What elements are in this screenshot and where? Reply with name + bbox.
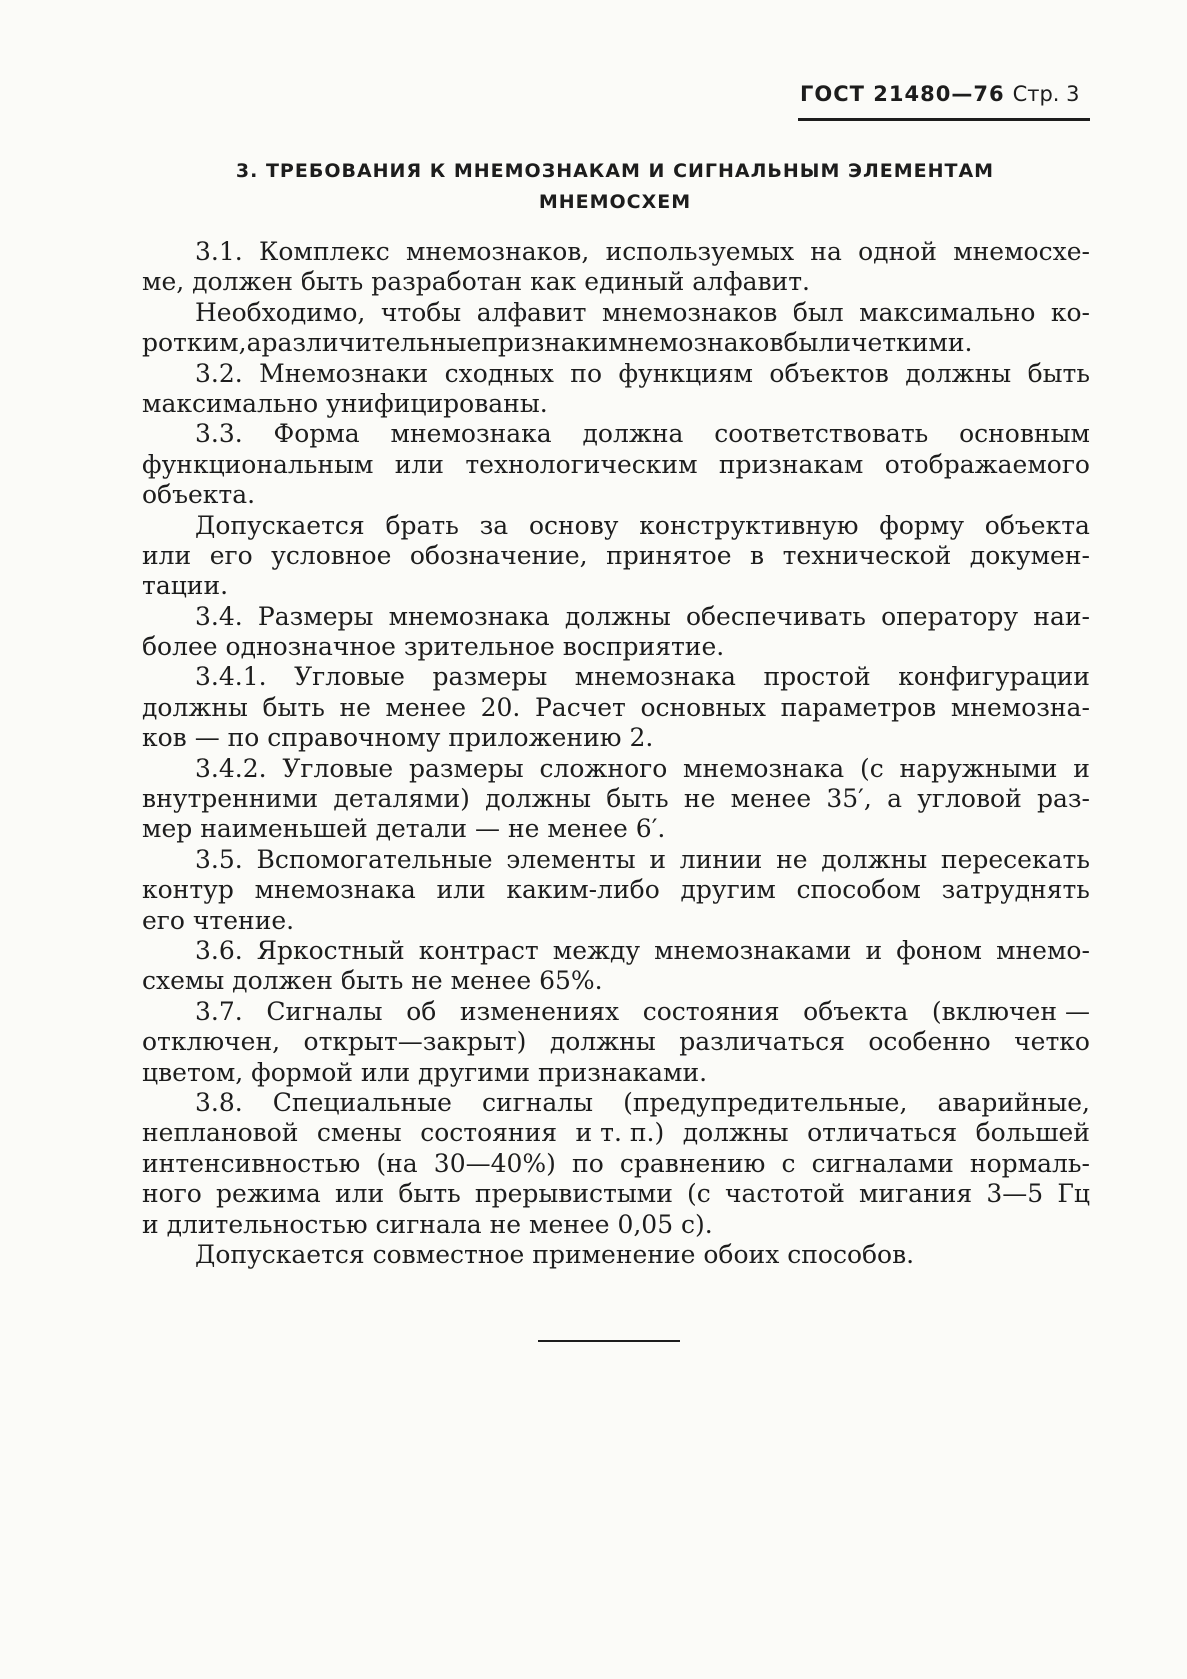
text-line xyxy=(142,419,1090,449)
text-line xyxy=(142,693,1090,723)
text-word: 3.1. xyxy=(195,237,243,266)
text-word: Угловые xyxy=(294,662,405,692)
text-line xyxy=(142,784,1090,814)
text-word: ного xyxy=(142,1179,202,1209)
text-word: фоном xyxy=(896,935,982,965)
text-word: (с xyxy=(859,753,884,783)
text-word: 35′, xyxy=(826,784,872,814)
text-word: Вспомогательные xyxy=(256,844,493,874)
text-word: мнемозна- xyxy=(950,692,1090,722)
text-word: функциональным xyxy=(142,449,374,479)
text-word: особенно xyxy=(868,1027,991,1057)
text-word: затруднять xyxy=(941,875,1090,905)
text-word: аварийные, xyxy=(937,1087,1090,1117)
text-word: 3.4.2. xyxy=(195,753,267,783)
text-line xyxy=(142,267,1090,297)
text-line xyxy=(142,480,1090,510)
text-line xyxy=(142,571,1090,601)
text-word: или xyxy=(335,1179,385,1209)
text-word: мнемознаков xyxy=(602,297,778,327)
text-word: сигналы xyxy=(481,1087,594,1117)
text-word: быть xyxy=(606,784,669,814)
text-word: ко- xyxy=(1050,297,1090,327)
text-word: Необходимо, xyxy=(195,297,366,327)
text-word: мнемознака xyxy=(390,419,552,449)
text-word: изменениях xyxy=(459,996,620,1026)
text-word: 3.7. xyxy=(195,996,243,1026)
text-word: объектов xyxy=(769,358,889,388)
text-word: не xyxy=(683,784,716,814)
text-line xyxy=(142,936,1090,966)
header-rule xyxy=(798,118,1090,121)
text-word: объекта xyxy=(984,510,1090,540)
text-word: Допускается xyxy=(195,510,365,540)
text-word: Гц xyxy=(1057,1179,1090,1209)
text-word: отключен, xyxy=(142,1027,281,1057)
text-word: менее xyxy=(385,692,467,722)
text-word: деталями) xyxy=(333,784,470,814)
text-word: 30—40%) xyxy=(433,1148,556,1178)
text-word: параметров xyxy=(780,692,937,722)
text-line xyxy=(142,814,1090,844)
text-line xyxy=(142,511,1090,541)
text-line xyxy=(142,1027,1090,1057)
text-line xyxy=(142,237,1090,267)
text-word: открыт—закрыт) xyxy=(303,1027,527,1057)
text-word: раз- xyxy=(1037,784,1090,814)
text-word: контур xyxy=(142,875,234,905)
text-word: каким-либо xyxy=(506,875,660,905)
text-word: (включен — xyxy=(931,996,1090,1026)
text-word: неплановой xyxy=(142,1118,299,1148)
text-word: пересекать xyxy=(940,844,1090,874)
text-word: алфавит xyxy=(476,297,587,327)
body-text xyxy=(142,237,1090,1270)
text-word: объекта xyxy=(803,996,909,1026)
text-line xyxy=(142,632,1090,662)
text-word: ков — по справочному приложению 2. xyxy=(142,723,654,753)
section-title xyxy=(150,156,1080,218)
text-word: его xyxy=(209,540,253,570)
text-word: а xyxy=(887,784,902,814)
page-header xyxy=(800,82,1100,106)
text-word: а xyxy=(246,328,262,358)
text-word: тации. xyxy=(142,571,229,601)
text-word: Специальные xyxy=(272,1087,452,1117)
text-word: за xyxy=(479,510,509,540)
text-word: угловой xyxy=(917,784,1022,814)
text-line xyxy=(142,845,1090,875)
text-word: линии xyxy=(679,844,763,874)
text-word: 3.3. xyxy=(195,419,243,449)
text-line xyxy=(142,906,1090,936)
text-word: более однозначное зрительное восприятие. xyxy=(142,632,725,662)
text-word: и xyxy=(649,844,667,874)
text-line xyxy=(142,298,1090,328)
text-line xyxy=(142,754,1090,784)
text-word: технической xyxy=(782,540,952,570)
text-line xyxy=(142,1240,1090,1270)
text-word: используемых xyxy=(605,237,795,266)
text-word: Размеры xyxy=(257,601,374,631)
end-rule xyxy=(538,1340,680,1342)
text-line xyxy=(142,450,1090,480)
text-line xyxy=(142,389,1090,419)
text-word: различаться xyxy=(679,1027,845,1057)
text-line xyxy=(142,1088,1090,1118)
text-word: должны xyxy=(142,692,248,722)
text-word: максимально xyxy=(859,297,1036,327)
text-word: схемы должен быть не менее 65%. xyxy=(142,966,603,996)
text-word: брать xyxy=(385,510,459,540)
text-word: и длительностью сигнала не менее 0,05 с). xyxy=(142,1209,713,1239)
text-word: основных xyxy=(640,692,766,722)
text-word: мнемознака xyxy=(574,662,736,692)
text-word: Яркостный xyxy=(256,935,405,965)
text-word: признаки xyxy=(481,328,609,358)
text-word: должны xyxy=(549,1027,656,1057)
text-word: функциям xyxy=(618,358,753,388)
text-word: в xyxy=(750,540,765,570)
text-word: различительные xyxy=(261,328,482,358)
text-word: или xyxy=(394,449,444,479)
text-word: принятое xyxy=(606,540,732,570)
text-word: сравнению xyxy=(619,1148,766,1178)
text-line xyxy=(142,541,1090,571)
text-word: смены xyxy=(316,1118,402,1148)
text-line xyxy=(142,723,1090,753)
text-word: большей xyxy=(975,1118,1090,1148)
text-word: должны xyxy=(682,1118,789,1148)
text-word: и xyxy=(865,935,883,965)
text-word: должна xyxy=(582,419,684,449)
page-number: Стр. 3 xyxy=(1012,82,1080,106)
text-word: (предупредительные, xyxy=(623,1087,908,1117)
text-line xyxy=(142,966,1090,996)
text-line xyxy=(142,875,1090,905)
text-word: или xyxy=(436,875,486,905)
text-word: максимально унифицированы. xyxy=(142,388,548,418)
text-word: 3.6. xyxy=(195,935,243,965)
text-word: Мнемознаки xyxy=(259,358,429,388)
text-word: отображаемого xyxy=(884,449,1090,479)
text-word: мнемознаками xyxy=(654,935,852,965)
text-word: должны xyxy=(905,358,1012,388)
text-word: условное xyxy=(271,540,392,570)
text-word: быть xyxy=(398,1179,461,1209)
text-word: 3.4.1. xyxy=(195,662,267,692)
text-word: (на xyxy=(376,1148,418,1178)
text-word: Расчет xyxy=(534,692,626,722)
text-word: конфигурации xyxy=(898,662,1090,692)
text-word: его чтение. xyxy=(142,905,295,935)
text-word: был xyxy=(792,297,844,327)
text-word: интенсивностью xyxy=(142,1148,361,1178)
text-line xyxy=(142,997,1090,1027)
text-word: конструктивную xyxy=(639,510,859,540)
text-word: контраст xyxy=(418,935,539,965)
text-word: технологическим xyxy=(465,449,698,479)
text-word: должны xyxy=(564,601,671,631)
text-word: были xyxy=(783,328,851,358)
text-word: нормаль- xyxy=(969,1148,1090,1178)
text-word: оператору xyxy=(881,601,1019,631)
text-word: мигания xyxy=(858,1179,973,1209)
text-word: должны xyxy=(821,844,928,874)
text-word: мер наименьшей детали — не менее 6′. xyxy=(142,814,666,844)
text-word: частотой xyxy=(724,1179,845,1209)
text-word: быть xyxy=(1027,358,1090,388)
text-word: прерывистыми xyxy=(474,1179,673,1209)
text-word: простой xyxy=(763,662,871,692)
text-line xyxy=(142,1149,1090,1179)
text-word: состояния xyxy=(642,996,780,1026)
text-line xyxy=(142,359,1090,389)
text-word: форму xyxy=(879,510,965,540)
text-word: обозначение, xyxy=(409,540,588,570)
text-word: признакам xyxy=(718,449,864,479)
text-word: внутренними xyxy=(142,784,319,814)
text-word: мнемо- xyxy=(996,935,1090,965)
text-word: должны xyxy=(485,784,592,814)
text-line xyxy=(142,602,1090,632)
text-word: не xyxy=(776,844,808,874)
text-word: одной xyxy=(858,237,937,266)
text-word: мнемознака xyxy=(254,875,416,905)
text-word: 3—5 xyxy=(986,1179,1044,1209)
text-word: ротким, xyxy=(142,328,247,358)
text-line xyxy=(142,662,1090,692)
text-word: основу xyxy=(528,510,619,540)
text-word: не xyxy=(339,692,371,722)
text-word: быть xyxy=(262,692,325,722)
text-word: Комплекс xyxy=(258,237,390,266)
text-word: сходных xyxy=(444,358,554,388)
text-word: основным xyxy=(959,419,1090,449)
text-word: другим xyxy=(680,875,776,905)
text-word: докумен- xyxy=(969,540,1090,570)
text-word: и xyxy=(1073,753,1090,783)
text-word: состояния xyxy=(420,1118,558,1148)
text-word: Допускается совместное применение обоих способов. xyxy=(195,1239,915,1269)
text-word: сигналами xyxy=(811,1148,954,1178)
text-word: мнемознаков, xyxy=(406,237,590,266)
text-word: сложного xyxy=(539,753,668,783)
section-title-line-1: 3. ТРЕБОВАНИЯ К МНЕМОЗНАКАМ И СИГНАЛЬНЫМ ЭЛЕМЕНТАМ xyxy=(235,160,995,182)
text-line xyxy=(142,1058,1090,1088)
text-word: Сигналы xyxy=(266,996,383,1026)
text-word: цветом, формой или другими признаками. xyxy=(142,1057,708,1087)
text-word: 3.5. xyxy=(195,844,243,874)
text-word: и т. п.) xyxy=(575,1118,665,1148)
text-word: объекта. xyxy=(142,480,256,510)
text-word: способом xyxy=(796,875,921,905)
text-line xyxy=(142,328,1090,358)
text-word: мнемознака xyxy=(683,753,845,783)
text-word: между xyxy=(552,935,641,965)
text-line xyxy=(142,1210,1090,1240)
standard-number: ГОСТ 21480—76 xyxy=(800,82,1005,106)
text-word: размеры xyxy=(409,753,524,783)
text-word: элементы xyxy=(506,844,636,874)
text-word: Форма xyxy=(273,419,360,449)
text-word: 3.4. xyxy=(195,601,243,631)
text-word: мнемосхе- xyxy=(953,237,1090,266)
text-word: режима xyxy=(216,1179,321,1209)
text-word: размеры xyxy=(432,662,548,692)
text-word: 3.2. xyxy=(195,358,243,388)
text-word: наи- xyxy=(1033,601,1090,631)
text-word: ме, должен быть разработан как единый алфавит. xyxy=(142,267,810,297)
text-word: четко xyxy=(1014,1027,1090,1057)
text-word: по xyxy=(570,358,603,388)
text-word: об xyxy=(406,996,437,1026)
text-line xyxy=(142,1179,1090,1209)
text-word: обеспечивать xyxy=(685,601,866,631)
text-word: мнемознака xyxy=(388,601,550,631)
text-word: или xyxy=(142,540,192,570)
text-word: мнемознаков xyxy=(608,328,784,358)
text-word: четкими. xyxy=(850,328,973,358)
text-word: менее xyxy=(730,784,812,814)
section-title-line-2: МНЕМОСХЕМ xyxy=(538,191,692,213)
text-word: 3.8. xyxy=(195,1087,243,1117)
text-word: Угловые xyxy=(282,753,394,783)
text-word: по xyxy=(572,1148,604,1178)
text-word: 20. xyxy=(480,692,521,722)
text-word: с xyxy=(781,1148,796,1178)
text-word: наружными xyxy=(899,753,1058,783)
text-word: (с xyxy=(687,1179,711,1209)
text-line xyxy=(142,1118,1090,1148)
text-word: отличаться xyxy=(807,1118,958,1148)
text-word: соответствовать xyxy=(714,419,929,449)
text-word: на xyxy=(810,237,842,266)
text-word: чтобы xyxy=(380,297,462,327)
